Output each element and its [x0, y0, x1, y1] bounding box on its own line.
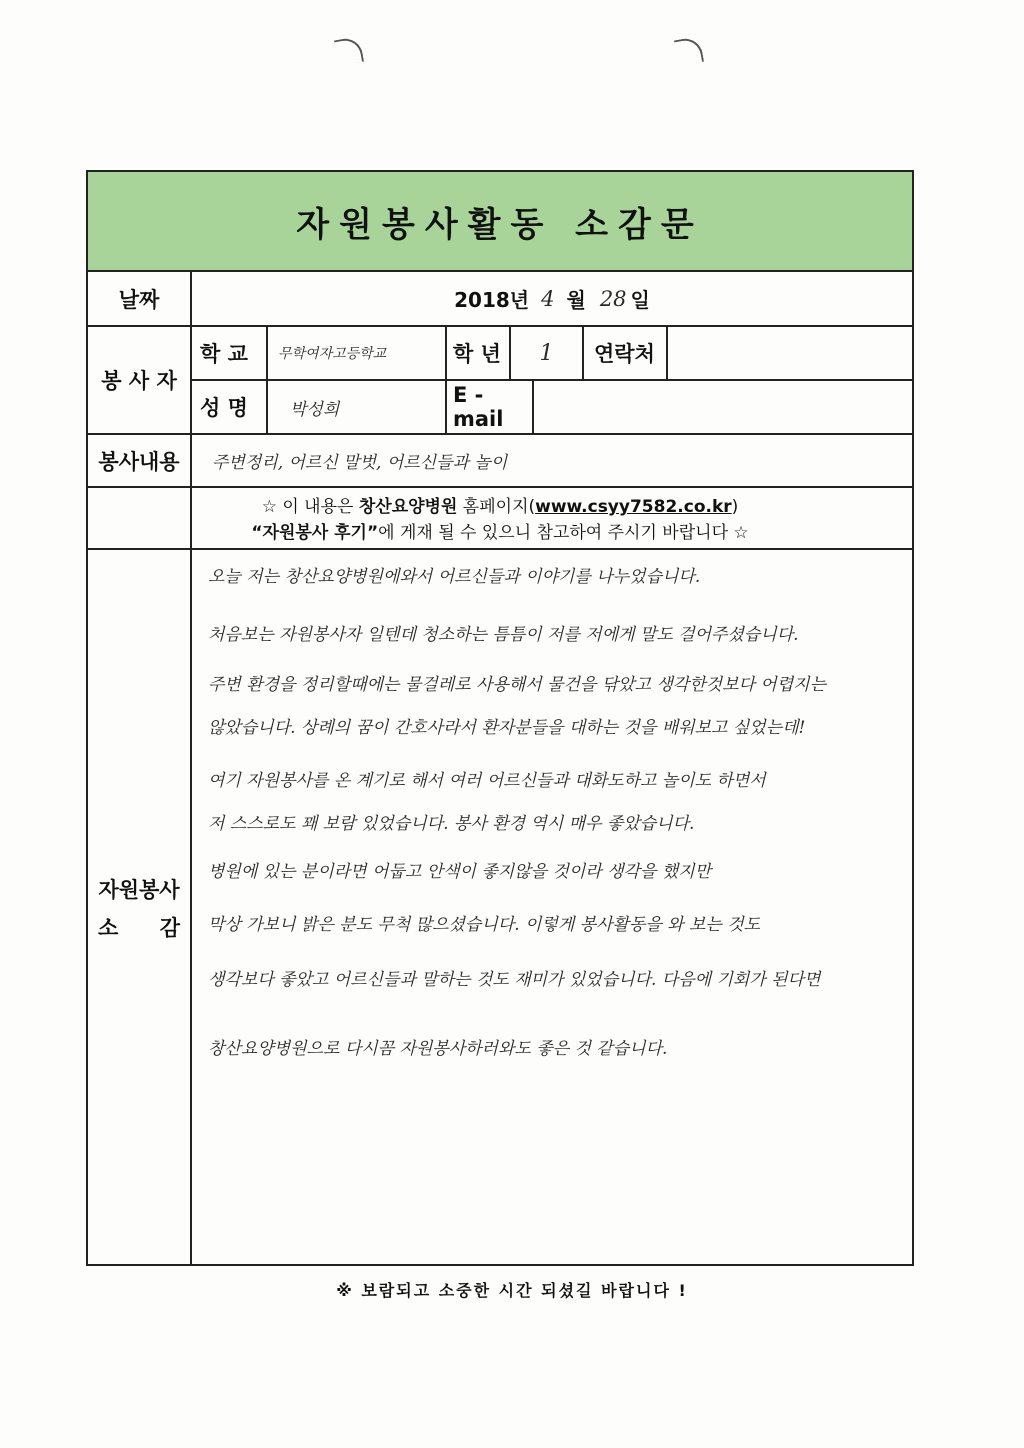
essay-label-line1: 자원봉사	[98, 878, 180, 902]
email-label-cell	[447, 381, 532, 433]
date-day-value: 28	[599, 286, 627, 311]
date-label: 날짜	[118, 287, 160, 312]
essay-line: 병원에 있는 분이라면 어둡고 안색이 좋지않을 것이라 생각을 했지만	[208, 862, 712, 882]
school-value-cell	[268, 327, 445, 379]
punch-hole-right	[674, 36, 704, 66]
grade-value-cell	[511, 327, 582, 379]
notice-text-1: 이 내용은	[282, 497, 354, 517]
grade-value: 1	[539, 340, 554, 366]
grade-label: 학 년	[453, 342, 501, 366]
essay-line: 처음보는 자원봉사자 일텐데 청소하는 틈틈이 저를 저에게 말도 걸어주셨습니다.	[208, 625, 799, 645]
homepage-link[interactable]: www.csyy7582.co.kr	[535, 497, 732, 517]
review-quote: “자원봉사 후기”	[251, 523, 379, 543]
email-label: E -mail	[453, 383, 504, 431]
school-value: 무학여자고등학교	[278, 346, 387, 362]
date-day-unit: 일	[630, 288, 650, 312]
essay-label-line2	[98, 912, 180, 942]
essay-label-char-gam: 감	[159, 916, 180, 940]
title-bar	[88, 172, 912, 272]
name-value: 박성희	[290, 399, 340, 420]
essay-line: 여기 자원봉사를 온 계기로 해서 여러 어르신들과 대화도하고 놀이도 하면서	[208, 771, 766, 791]
form-title: 자원봉사활동 소감문	[296, 204, 704, 245]
date-month-unit: 월	[566, 288, 586, 312]
date-label-cell	[88, 272, 190, 325]
notice-text-4: 에 게재 될 수 있으니 참고하여 주시기 바랍니다	[378, 523, 728, 543]
name-value-cell	[268, 381, 445, 433]
email-value-cell	[534, 381, 912, 433]
essay-line: 저 스스로도 꽤 보람 있었습니다. 봉사 환경 역시 매우 좋았습니다.	[208, 814, 695, 834]
essay-line: 창산요양병원으로 다시꼼 자원봉사하러와도 좋은 것 같습니다.	[208, 1039, 668, 1059]
notice-text-2: 홈페이지(	[462, 497, 536, 517]
activity-label-cell	[88, 435, 190, 486]
essay-line: 않았습니다. 상례의 꿈이 간호사라서 환자분들을 대하는 것을 배워보고 싶었는데!	[208, 718, 806, 738]
notice-line-2	[88, 520, 912, 546]
notice-line-1	[88, 494, 912, 520]
volunteer-label-cell	[88, 327, 190, 433]
date-year: 2018년	[454, 288, 530, 312]
date-month-value: 4	[541, 286, 555, 311]
notice-box	[88, 488, 912, 550]
essay-label-char-so: 소	[98, 916, 119, 940]
essay-label-cell	[88, 550, 190, 1266]
hospital-name: 창산요양병원	[358, 497, 458, 517]
school-label-cell	[192, 327, 266, 379]
contact-label: 연락처	[594, 342, 655, 366]
essay-line: 주변 환경을 정리할때에는 물걸레로 사용해서 물건을 닦았고 생각한것보다 어렵지는	[208, 675, 826, 695]
star-icon: ☆	[261, 497, 277, 517]
essay-line: 생각보다 좋았고 어르신들과 말하는 것도 재미가 있었습니다. 다음에 기회가 된다면	[208, 970, 821, 990]
footer-message: ※ 보람되고 소중한 시간 되셨길 바랍니다 !	[336, 1281, 688, 1300]
name-label-cell	[192, 381, 266, 433]
contact-label-cell	[584, 327, 666, 379]
essay-line: 막상 가보니 밝은 분도 무척 많으셨습니다. 이렇게 봉사활동을 와 보는 것도	[208, 915, 761, 935]
star-icon: ☆	[733, 523, 749, 543]
activity-value-cell	[192, 435, 912, 486]
notice-text-3: )	[731, 497, 739, 517]
activity-label: 봉사내용	[98, 449, 180, 474]
name-label: 성 명	[200, 396, 248, 420]
volunteer-label: 봉 사 자	[101, 369, 177, 393]
essay-line: 오늘 저는 창산요양병원에와서 어르신들과 이야기를 나누었습니다.	[208, 567, 701, 587]
activity-value: 주변정리, 어르신 말벗, 어르신들과 놀이	[212, 453, 508, 473]
school-label: 학 교	[200, 342, 248, 366]
punch-hole-left	[334, 36, 364, 66]
grade-label-cell	[447, 327, 509, 379]
date-value-cell	[192, 272, 912, 325]
volunteer-report-form	[86, 170, 914, 1266]
contact-value-cell	[668, 327, 912, 379]
